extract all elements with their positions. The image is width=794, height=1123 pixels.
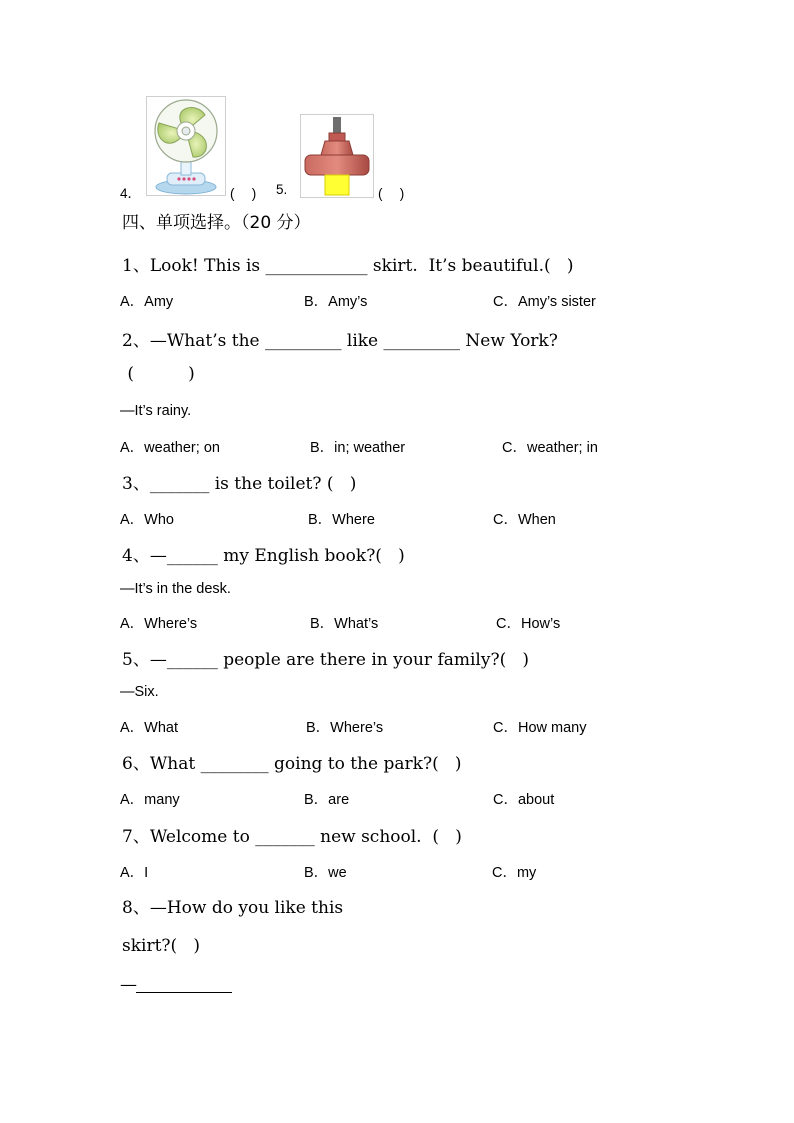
item4-label: 4． (120, 186, 142, 201)
question-5-option-a: A．What (120, 720, 179, 736)
question-5-reply: —Six. (120, 684, 159, 700)
question-2-reply: —It’s rainy. (120, 403, 192, 419)
fan-icon (146, 96, 226, 196)
question-7-option-b: B．we (304, 865, 347, 881)
question-2-stem: 2、—What’s the _________ like _________ New York? (122, 331, 558, 351)
question-3-option-b: B．Where (308, 512, 375, 528)
question-4-reply: —It’s in the desk. (120, 581, 231, 597)
section-title: 四、单项选择。（20 分） (122, 213, 311, 233)
question-3-stem: 3、_______ is the toilet? ( ) (122, 474, 357, 494)
item5-answer-paren: ( ) (378, 186, 405, 201)
question-2-option-b: B．in; weather (310, 440, 406, 456)
question-7-option-c: C．my (492, 865, 537, 881)
question-4-stem: 4、—______ my English book?( ) (122, 546, 405, 566)
question-8-reply: — (120, 975, 137, 995)
question-3-option-a: A．Who (120, 512, 174, 528)
question-2-answer-paren: ( ) (122, 364, 195, 384)
question-6-stem: 6、What ________ going to the park?( ) (122, 754, 462, 774)
item4-answer-paren: ( ) (230, 186, 257, 201)
question-2-option-a: A．weather; on (120, 440, 220, 456)
question-1-option-b: B．Amy’s (304, 294, 368, 310)
lamp-icon (300, 114, 374, 198)
question-4-option-b: B．What’s (310, 616, 379, 632)
question-8-stem-continued: skirt?( ) (122, 936, 201, 956)
question-5-option-c: C．How many (493, 720, 587, 736)
question-6-option-c: C．about (493, 792, 555, 808)
answer-blank-line (136, 992, 232, 993)
question-6-option-b: B．are (304, 792, 350, 808)
question-1-option-c: C．Amy’s sister (493, 294, 596, 310)
question-7-option-a: A．I (120, 865, 149, 881)
question-3-option-c: C．When (493, 512, 556, 528)
question-7-stem: 7、Welcome to _______ new school. ( ) (122, 827, 462, 847)
question-6-option-a: A．many (120, 792, 180, 808)
question-8-stem: 8、—How do you like this (122, 898, 344, 918)
question-2-option-c: C．weather; in (502, 440, 598, 456)
question-1-stem: 1、Look! This is ____________ skirt. It’s beautiful.( ) (122, 256, 574, 276)
question-5-stem: 5、—______ people are there in your family?( ) (122, 650, 530, 670)
question-1-option-a: A．Amy (120, 294, 174, 310)
item5-label: 5. (276, 182, 288, 197)
question-4-option-a: A．Where’s (120, 616, 198, 632)
question-4-option-c: C．How’s (496, 616, 561, 632)
question-5-option-b: B．Where’s (306, 720, 384, 736)
